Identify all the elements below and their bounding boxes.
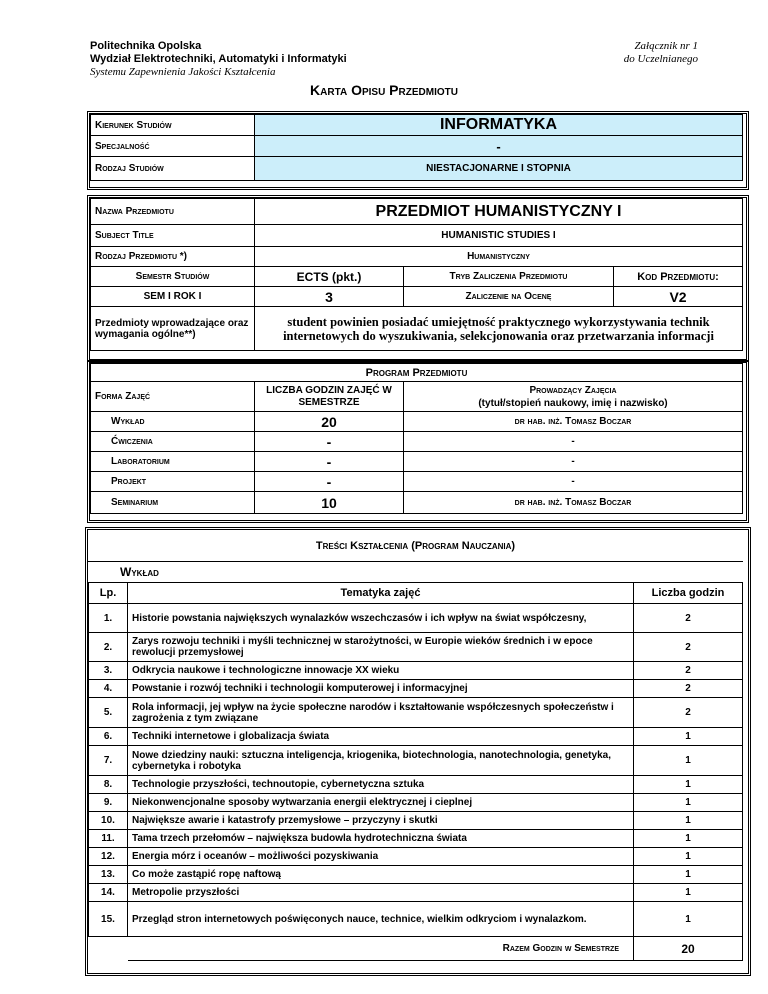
program-row-exercises: [91, 432, 743, 452]
content-heading: Treści Kształcenia (Program Nauczania): [88, 531, 743, 562]
grading-mode-label: Tryb Zaliczenia Przedmiotu: [404, 267, 614, 287]
hours-cell: 1: [634, 728, 743, 746]
subject-title-value: HUMANISTIC STUDIES I: [255, 225, 743, 247]
topic-cell: Nowe dziedziny nauki: sztuczna inteligencja, kriogenika, biotechnologia, nanotechnologia, genetyka, cybernetyka i robotyka: [128, 746, 634, 776]
content-section-title: Wykład: [120, 565, 159, 579]
teacher-label: Prowadzący Zajęcia: [529, 384, 617, 396]
hours-cell: 1: [634, 776, 743, 794]
subject-title-label: Subject Title: [91, 225, 255, 247]
program-heading: Program Przedmiotu: [91, 364, 743, 382]
hours-cell: 2: [634, 633, 743, 662]
lp-cell: 11.: [89, 830, 128, 848]
content-table: [88, 582, 743, 961]
form-cell: Projekt: [91, 472, 255, 492]
teacher-cell: dr hab. inż. Tomasz Boczar: [404, 412, 743, 432]
col-topic-header: Tematyka zajęć: [128, 583, 634, 604]
table-row: [89, 698, 743, 728]
topic-cell: Przegląd stron internetowych poświęconych nauce, technice, wielkim odkryciom i wynalazkom.: [128, 902, 634, 937]
subject-kind-label: Rodzaj Przedmiotu *): [91, 247, 255, 267]
table-row: [89, 662, 743, 680]
hours-cell: 2: [634, 662, 743, 680]
total-hours-label: Razem Godzin w Semestrze: [128, 937, 634, 961]
form-cell: Laboratorium: [91, 452, 255, 472]
table-row: [89, 680, 743, 698]
study-info-table: [90, 114, 743, 181]
table-row: [89, 776, 743, 794]
col-hours-header: Liczba godzin: [634, 583, 743, 604]
table-row: [89, 746, 743, 776]
subject-code-label: Kod Przedmiotu:: [614, 267, 743, 287]
total-hours-value: 20: [634, 937, 743, 961]
university-name: Politechnika Opolska: [90, 40, 202, 52]
lp-cell: 4.: [89, 680, 128, 698]
hours-cell: 1: [634, 866, 743, 884]
semester-label: Semestr Studiów: [91, 267, 255, 287]
lp-cell: 10.: [89, 812, 128, 830]
teacher-cell: -: [404, 472, 743, 492]
hours-cell: 20: [255, 412, 404, 432]
hours-cell: 2: [634, 604, 743, 633]
program-row-project: [91, 472, 743, 492]
hours-cell: -: [255, 452, 404, 472]
document-header: [90, 40, 347, 79]
lp-cell: 8.: [89, 776, 128, 794]
hours-cell: 1: [634, 812, 743, 830]
hours-cell: 2: [634, 698, 743, 728]
table-row: [89, 830, 743, 848]
hours-cell: 10: [255, 492, 404, 514]
lp-cell: 15.: [89, 902, 128, 937]
faculty-name: Wydział Elektrotechniki, Automatyki i Informatyki: [90, 53, 347, 65]
teacher-sublabel: (tytuł/stopień naukowy, imię i nazwisko): [478, 397, 668, 409]
hours-cell: 1: [634, 902, 743, 937]
program-row-laboratory: [91, 452, 743, 472]
ects-value: 3: [255, 287, 404, 307]
table-row: [89, 812, 743, 830]
lp-cell: 6.: [89, 728, 128, 746]
hours-cell: 2: [634, 680, 743, 698]
teacher-cell: dr hab. inż. Tomasz Boczar: [404, 492, 743, 514]
semester-value: SEM I ROK I: [91, 287, 255, 307]
prerequisites-label: Przedmioty wprowadzające oraz wymagania ogólne**): [91, 307, 255, 351]
study-type-label: Rodzaj Studiów: [91, 157, 255, 181]
table-row: [89, 866, 743, 884]
topic-cell: Odkrycia naukowe i technologiczne innowacje XX wieku: [128, 662, 634, 680]
direction-value: INFORMATYKA: [255, 115, 743, 136]
prerequisites-value: student powinien posiadać umiejętność praktycznego wykorzystywania technik internetowych do wyszukiwania, selekcjonowania oraz przetwarzania informacji: [255, 307, 743, 351]
lp-cell: 3.: [89, 662, 128, 680]
topic-cell: Technologie przyszłości, technoutopie, cybernetyczna sztuka: [128, 776, 634, 794]
subject-name-label: Nazwa Przedmiotu: [91, 199, 255, 225]
topic-cell: Co może zastąpić ropę naftową: [128, 866, 634, 884]
annex-note: [624, 40, 698, 66]
specialty-value: -: [255, 136, 743, 157]
form-cell: Wykład: [91, 412, 255, 432]
lp-cell: 9.: [89, 794, 128, 812]
form-cell: Seminarium: [91, 492, 255, 514]
hours-cell: -: [255, 472, 404, 492]
subject-name-value: PRZEDMIOT HUMANISTYCZNY I: [255, 199, 743, 225]
hours-cell: -: [255, 432, 404, 452]
topic-cell: Zarys rozwoju techniki i myśli technicznej w starożytności, w Europie wieków średnich i w epoce rewolucji przemysłowej: [128, 633, 634, 662]
quality-system-name: Systemu Zapewnienia Jakości Kształcenia: [90, 66, 276, 78]
form-cell: Ćwiczenia: [91, 432, 255, 452]
table-row: [89, 794, 743, 812]
direction-label: Kierunek Studiów: [91, 115, 255, 136]
table-row: [89, 604, 743, 633]
hours-cell: 1: [634, 746, 743, 776]
teacher-cell: -: [404, 452, 743, 472]
teacher-cell: -: [404, 432, 743, 452]
annex-line-2: do Uczelnianego: [623, 53, 698, 65]
hours-label: LICZBA GODZIN ZAJĘĆ W SEMESTRZE: [255, 382, 404, 412]
hours-cell: 1: [634, 884, 743, 902]
annex-line-1: Załącznik nr 1: [634, 40, 698, 52]
program-row-lecture: [91, 412, 743, 432]
topic-cell: Tama trzech przełomów – największa budowla hydrotechniczna świata: [128, 830, 634, 848]
program-row-seminar: [91, 492, 743, 514]
ects-label: ECTS (pkt.): [255, 267, 404, 287]
table-row: [89, 902, 743, 937]
table-row: [89, 728, 743, 746]
lp-cell: 2.: [89, 633, 128, 662]
table-row: [89, 633, 743, 662]
topic-cell: Historie powstania największych wynalazków wszechczasów i ich wpływ na świat współczesny,: [128, 604, 634, 633]
topic-cell: Niekonwencjonalne sposoby wytwarzania energii elektrycznej i cieplnej: [128, 794, 634, 812]
table-row: [89, 884, 743, 902]
lp-cell: 13.: [89, 866, 128, 884]
subject-code-value: V2: [614, 287, 743, 307]
lp-cell: 1.: [89, 604, 128, 633]
topic-cell: Powstanie i rozwój techniki i technologii komputerowej i informacyjnej: [128, 680, 634, 698]
topic-cell: Metropolie przyszłości: [128, 884, 634, 902]
subject-kind-value: Humanistyczny: [255, 247, 743, 267]
table-row: [89, 848, 743, 866]
topic-cell: Rola informacji, jej wpływ na życie społeczne narodów i kształtowanie współczesnych społeczeństw i zagrożenia z tym związane: [128, 698, 634, 728]
lp-cell: 14.: [89, 884, 128, 902]
study-type-value: NIESTACJONARNE I STOPNIA: [255, 157, 743, 181]
specialty-label: Specjalność: [91, 136, 255, 157]
lp-cell: 12.: [89, 848, 128, 866]
form-label: Forma Zajęć: [91, 382, 255, 412]
hours-cell: 1: [634, 830, 743, 848]
lp-cell: 7.: [89, 746, 128, 776]
hours-cell: 1: [634, 848, 743, 866]
topic-cell: Energia mórz i oceanów – możliwości pozyskiwania: [128, 848, 634, 866]
hours-cell: 1: [634, 794, 743, 812]
col-lp-header: Lp.: [89, 583, 128, 604]
topic-cell: Największe awarie i katastrofy przemysłowe – przyczyny i skutki: [128, 812, 634, 830]
grading-mode-value: Zaliczenie na Ocenę: [404, 287, 614, 307]
subject-info-table: [90, 198, 743, 351]
topic-cell: Techniki internetowe i globalizacja świata: [128, 728, 634, 746]
lp-cell: 5.: [89, 698, 128, 728]
program-table: [90, 363, 743, 514]
page-title: Karta Opisu Przedmiotu: [310, 82, 458, 98]
